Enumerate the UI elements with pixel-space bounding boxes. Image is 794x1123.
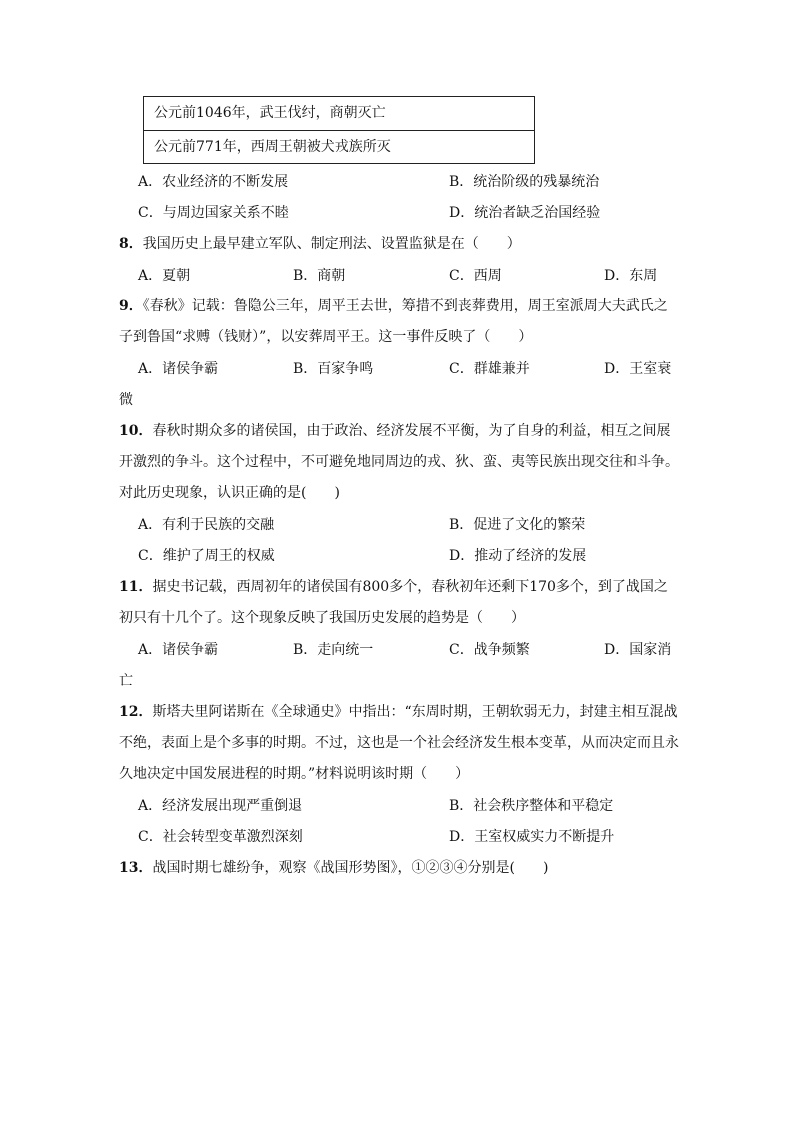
question-9	[119, 291, 679, 353]
q9-option-b[interactable]: B．百家争鸣	[293, 361, 374, 377]
question-13	[119, 853, 679, 884]
question-number: 11．	[119, 579, 153, 595]
question-8	[119, 229, 679, 260]
question-stem: 据史书记载，西周初年的诸侯国有800多个，春秋初年还剩下170多个，到了战国之初只有十几个了。这个现象反映了我国历史发展的趋势是（ ）	[119, 579, 668, 626]
q12-option-d[interactable]: D．王室权威实力不断提升	[449, 829, 615, 845]
question-number: 13．	[119, 860, 153, 876]
q8-option-a[interactable]: A．夏朝	[138, 268, 191, 284]
q7-option-a[interactable]: A．农业经济的不断发展	[138, 174, 289, 190]
table-row: 公元前771年，西周王朝被犬戎族所灭	[144, 130, 534, 163]
q11-option-c[interactable]: C．战争频繁	[449, 642, 530, 658]
q9-option-d[interactable]: D．王室衰	[604, 361, 672, 377]
question-number: 12．	[119, 704, 153, 720]
q9-option-a[interactable]: A．诸侯争霸	[138, 361, 219, 377]
q12-option-c[interactable]: C．社会转型变革激烈深刻	[138, 829, 303, 845]
question-stem: 我国历史上最早建立军队、制定刑法、设置监狱是在（ ）	[142, 236, 521, 252]
event-table	[143, 96, 535, 164]
q8-option-b[interactable]: B．商朝	[293, 268, 346, 284]
q12-option-b[interactable]: B．社会秩序整体和平稳定	[449, 798, 614, 814]
q7-option-b[interactable]: B．统治阶级的残暴统治	[449, 174, 600, 190]
q10-option-c[interactable]: C．维护了周王的权威	[138, 548, 275, 564]
q11-option-b[interactable]: B．走向统一	[293, 642, 374, 658]
q9-option-d-wrap: 微	[119, 392, 133, 408]
q7-option-d[interactable]: D．统治者缺乏治国经验	[449, 205, 601, 221]
question-stem: 《春秋》记载：鲁隐公三年，周平王去世，筹措不到丧葬费用，周王室派周大夫武氏之子到鲁国“求赙（钱财）”，以安葬周平王。这一事件反映了（ ）	[119, 298, 668, 345]
q11-option-a[interactable]: A．诸侯争霸	[138, 642, 219, 658]
question-stem: 战国时期七雄纷争，观察《战国形势图》，①②③④分别是( )	[152, 860, 549, 876]
q10-option-d[interactable]: D．推动了经济的发展	[449, 548, 587, 564]
q12-option-a[interactable]: A．经济发展出现严重倒退	[138, 798, 303, 814]
question-number: 10．	[119, 423, 153, 439]
q11-option-d[interactable]: D．国家消	[604, 642, 672, 658]
question-stem: 斯塔夫里阿诺斯在《全球通史》中指出：“东周时期，王朝软弱无力，封建主相互混战不绝，表面上是个多事的时期。不过，这也是一个社会经济发生根本变革，从而决定而且永久地决定中国发展进程的时期。”材料说明该时期（ ）	[119, 704, 679, 782]
q11-option-d-wrap: 亡	[119, 673, 133, 689]
question-10	[119, 416, 679, 509]
q10-option-b[interactable]: B．促进了文化的繁荣	[449, 517, 586, 533]
q9-option-c[interactable]: C．群雄兼并	[449, 361, 530, 377]
q8-option-c[interactable]: C．西周	[449, 268, 502, 284]
question-12	[119, 697, 679, 790]
table-row: 公元前1046年，武王伐纣，商朝灭亡	[154, 105, 386, 121]
question-stem: 春秋时期众多的诸侯国，由于政治、经济发展不平衡，为了自身的利益，相互之间展开激烈的争斗。这个过程中，不可避免地同周边的戎、狄、蛮、夷等民族出现交往和斗争。对此历史现象，认识正确的是( )	[119, 423, 679, 501]
q7-option-c[interactable]: C．与周边国家关系不睦	[138, 205, 289, 221]
question-number: 8．	[119, 236, 143, 252]
question-number: 9．	[119, 298, 143, 314]
q8-option-d[interactable]: D．东周	[604, 268, 658, 284]
question-11	[119, 572, 679, 634]
q10-option-a[interactable]: A．有利于民族的交融	[138, 517, 275, 533]
